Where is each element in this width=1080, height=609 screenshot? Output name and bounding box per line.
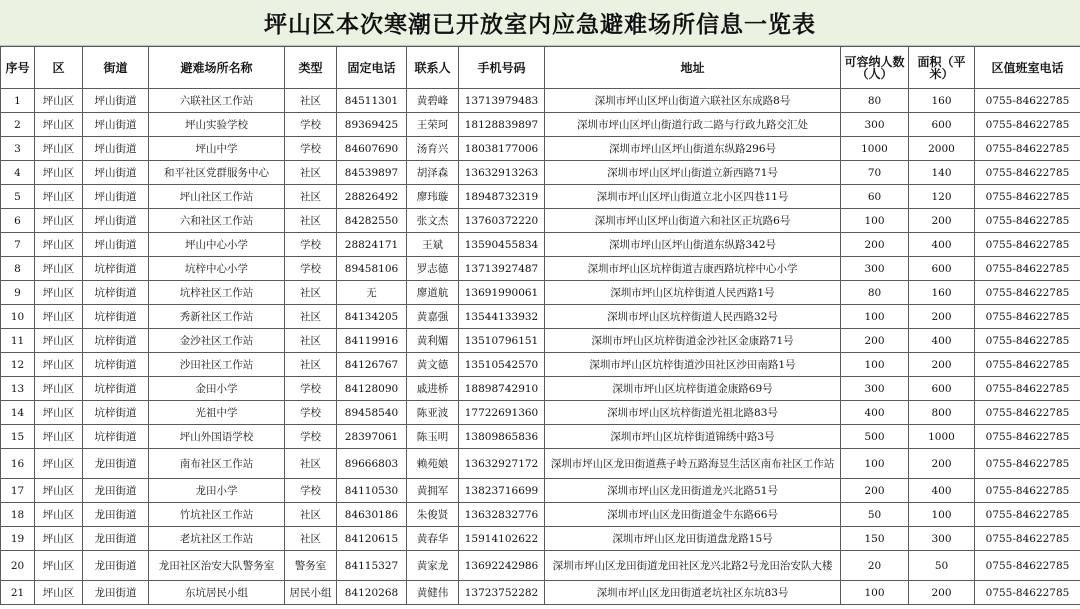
table-cell: 0755-84622785 (975, 503, 1080, 527)
table-cell: 六和社区工作站 (149, 209, 285, 233)
table-cell: 200 (909, 449, 975, 479)
table-cell: 400 (841, 401, 909, 425)
table-cell: 84607690 (337, 137, 407, 161)
table-cell: 84110530 (337, 479, 407, 503)
table-cell: 89458540 (337, 401, 407, 425)
table-cell: 13823716699 (459, 479, 545, 503)
table-cell: 学校 (285, 479, 337, 503)
table-cell: 84126767 (337, 353, 407, 377)
table-cell: 160 (909, 89, 975, 113)
table-cell: 坪山街道 (83, 209, 149, 233)
table-cell: 东坑居民小组 (149, 581, 285, 605)
table-cell: 学校 (285, 113, 337, 137)
table-cell: 6 (1, 209, 35, 233)
table-cell: 光祖中学 (149, 401, 285, 425)
table-cell: 坪山区 (35, 353, 83, 377)
table-cell: 18948732319 (459, 185, 545, 209)
table-cell: 300 (841, 377, 909, 401)
table-cell: 200 (841, 479, 909, 503)
table-cell: 廖玮璇 (407, 185, 459, 209)
table-cell: 0755-84622785 (975, 353, 1080, 377)
table-cell: 0755-84622785 (975, 233, 1080, 257)
table-cell: 160 (909, 281, 975, 305)
table-cell: 黄家龙 (407, 551, 459, 581)
table-cell: 84282550 (337, 209, 407, 233)
table-row (1, 329, 1080, 353)
table-cell: 400 (909, 479, 975, 503)
table-cell: 社区 (285, 503, 337, 527)
table-cell: 0755-84622785 (975, 401, 1080, 425)
table-row (1, 281, 1080, 305)
table-cell: 深圳市坪山区坑梓街道沙田社区沙田南路1号 (545, 353, 841, 377)
table-cell: 坑梓街道 (83, 281, 149, 305)
table-cell: 坪山街道 (83, 233, 149, 257)
table-cell: 深圳市坪山区龙田街道老坑社区东坑83号 (545, 581, 841, 605)
column-header: 街道 (83, 47, 149, 89)
table-cell: 89369425 (337, 113, 407, 137)
table-cell: 50 (909, 551, 975, 581)
table-cell: 0755-84622785 (975, 89, 1080, 113)
table-cell: 社区 (285, 209, 337, 233)
table-cell: 28397061 (337, 425, 407, 449)
table-cell: 0755-84622785 (975, 581, 1080, 605)
table-cell: 12 (1, 353, 35, 377)
table-cell: 84134205 (337, 305, 407, 329)
column-header: 可容纳人数（人） (841, 47, 909, 89)
table-cell: 84128090 (337, 377, 407, 401)
table-cell: 0755-84622785 (975, 305, 1080, 329)
table-cell: 15 (1, 425, 35, 449)
table-cell: 4 (1, 161, 35, 185)
table-row (1, 353, 1080, 377)
table-cell: 坪山区 (35, 137, 83, 161)
table-cell: 陈玉明 (407, 425, 459, 449)
table-cell: 朱俊贤 (407, 503, 459, 527)
table-cell: 200 (909, 353, 975, 377)
table-cell: 社区 (285, 161, 337, 185)
table-cell: 120 (909, 185, 975, 209)
table-cell: 深圳市坪山区龙田街道燕子岭五路海昱生活区南布社区工作站 (545, 449, 841, 479)
page-title: 坪山区本次寒潮已开放室内应急避难场所信息一览表 (264, 12, 816, 38)
table-row (1, 551, 1080, 581)
table-cell: 深圳市坪山区坑梓街道吉康西路坑梓中心小学 (545, 257, 841, 281)
table-cell: 13692242986 (459, 551, 545, 581)
table-cell: 10 (1, 305, 35, 329)
table-cell: 学校 (285, 137, 337, 161)
column-header: 手机号码 (459, 47, 545, 89)
table-cell: 深圳市坪山区坑梓街道锦绣中路3号 (545, 425, 841, 449)
table-cell: 100 (841, 353, 909, 377)
table-cell: 学校 (285, 257, 337, 281)
table-row (1, 185, 1080, 209)
table-cell: 200 (841, 329, 909, 353)
table-cell: 16 (1, 449, 35, 479)
table-cell: 龙田小学 (149, 479, 285, 503)
table-cell: 社区 (285, 281, 337, 305)
table-cell: 坪山区 (35, 281, 83, 305)
table-cell: 70 (841, 161, 909, 185)
table-cell: 13 (1, 377, 35, 401)
table-cell: 深圳市坪山区坑梓街道金沙社区金康路71号 (545, 329, 841, 353)
table-cell: 坪山中学 (149, 137, 285, 161)
table-cell: 坑梓街道 (83, 353, 149, 377)
table-row (1, 425, 1080, 449)
table-cell: 社区 (285, 527, 337, 551)
table-cell: 14 (1, 401, 35, 425)
table-cell: 18898742910 (459, 377, 545, 401)
table-cell: 84119916 (337, 329, 407, 353)
table-cell: 80 (841, 89, 909, 113)
table-cell: 13760372220 (459, 209, 545, 233)
table-cell: 张文杰 (407, 209, 459, 233)
table-cell: 0755-84622785 (975, 185, 1080, 209)
table-cell: 汤育兴 (407, 137, 459, 161)
column-header: 区 (35, 47, 83, 89)
table-cell: 150 (841, 527, 909, 551)
table-cell: 坪山街道 (83, 137, 149, 161)
table-cell: 坪山区 (35, 233, 83, 257)
table-cell: 13510796151 (459, 329, 545, 353)
title-bar (0, 0, 1080, 46)
table-cell: 坪山区 (35, 257, 83, 281)
table-cell: 0755-84622785 (975, 425, 1080, 449)
table-cell: 深圳市坪山区坑梓街道人民西路32号 (545, 305, 841, 329)
table-cell: 1000 (909, 425, 975, 449)
table-cell: 坪山中心小学 (149, 233, 285, 257)
table-cell: 坪山区 (35, 527, 83, 551)
table-cell: 坪山区 (35, 581, 83, 605)
table-cell: 13590455834 (459, 233, 545, 257)
table-row (1, 233, 1080, 257)
table-cell: 89458106 (337, 257, 407, 281)
table-cell: 200 (909, 209, 975, 233)
table-cell: 13510542570 (459, 353, 545, 377)
table-cell: 深圳市坪山区坪山街道东纵路296号 (545, 137, 841, 161)
table-cell: 17 (1, 479, 35, 503)
table-cell: 深圳市坪山区坪山街道六联社区东成路8号 (545, 89, 841, 113)
table-cell: 800 (909, 401, 975, 425)
table-cell: 深圳市坪山区坪山街道立北小区四巷11号 (545, 185, 841, 209)
table-cell: 140 (909, 161, 975, 185)
table-cell: 100 (841, 581, 909, 605)
table-cell: 坑梓街道 (83, 401, 149, 425)
table-cell: 居民小组 (285, 581, 337, 605)
table-cell: 廖道航 (407, 281, 459, 305)
table-cell: 坪山区 (35, 425, 83, 449)
table-cell: 坪山街道 (83, 113, 149, 137)
table-cell: 深圳市坪山区坪山街道东纵路342号 (545, 233, 841, 257)
table-cell: 0755-84622785 (975, 329, 1080, 353)
table-cell: 200 (909, 305, 975, 329)
table-cell: 300 (841, 113, 909, 137)
table-cell: 13632832776 (459, 503, 545, 527)
table-cell: 300 (841, 257, 909, 281)
table-cell: 0755-84622785 (975, 527, 1080, 551)
table-cell: 深圳市坪山区龙田街道龙兴北路51号 (545, 479, 841, 503)
table-cell: 社区 (285, 305, 337, 329)
table-cell: 坪山区 (35, 113, 83, 137)
table-cell: 秀新社区工作站 (149, 305, 285, 329)
table-cell: 0755-84622785 (975, 479, 1080, 503)
table-cell: 坪山外国语学校 (149, 425, 285, 449)
table-cell: 500 (841, 425, 909, 449)
table-cell: 11 (1, 329, 35, 353)
table-cell: 100 (841, 449, 909, 479)
table-cell: 7 (1, 233, 35, 257)
table-cell: 0755-84622785 (975, 449, 1080, 479)
table-cell: 沙田社区工作站 (149, 353, 285, 377)
table-cell: 老坑社区工作站 (149, 527, 285, 551)
table-cell: 18038177006 (459, 137, 545, 161)
table-cell: 罗志德 (407, 257, 459, 281)
table-cell: 2000 (909, 137, 975, 161)
table-row (1, 527, 1080, 551)
table-cell: 0755-84622785 (975, 281, 1080, 305)
table-row (1, 503, 1080, 527)
table-cell: 28826492 (337, 185, 407, 209)
table-cell: 坑梓社区工作站 (149, 281, 285, 305)
table-cell: 13632913263 (459, 161, 545, 185)
table-cell: 社区 (285, 329, 337, 353)
table-cell: 21 (1, 581, 35, 605)
table-cell: 深圳市坪山区坪山街道行政二路与行政九路交汇处 (545, 113, 841, 137)
table-cell: 17722691360 (459, 401, 545, 425)
table-cell: 金沙社区工作站 (149, 329, 285, 353)
table-cell: 400 (909, 233, 975, 257)
table-cell: 黄碧峰 (407, 89, 459, 113)
table-cell: 龙田街道 (83, 479, 149, 503)
header-row (1, 47, 1080, 89)
table-cell: 坑梓街道 (83, 329, 149, 353)
table-cell: 13632927172 (459, 449, 545, 479)
table-cell: 15914102622 (459, 527, 545, 551)
table-cell: 坪山区 (35, 209, 83, 233)
table-cell: 84120615 (337, 527, 407, 551)
table-row (1, 377, 1080, 401)
column-header: 面积（平米） (909, 47, 975, 89)
table-cell: 600 (909, 113, 975, 137)
table-cell: 金田小学 (149, 377, 285, 401)
table-cell: 六联社区工作站 (149, 89, 285, 113)
column-header: 联系人 (407, 47, 459, 89)
table-cell: 13723752282 (459, 581, 545, 605)
table-cell: 黄春华 (407, 527, 459, 551)
table-row (1, 257, 1080, 281)
table-cell: 南布社区工作站 (149, 449, 285, 479)
table-cell: 13691990061 (459, 281, 545, 305)
table-cell: 坪山区 (35, 479, 83, 503)
table-cell: 赖苑娘 (407, 449, 459, 479)
table-cell: 9 (1, 281, 35, 305)
table-cell: 84539897 (337, 161, 407, 185)
table-cell: 深圳市坪山区龙田街道龙田社区龙兴北路2号龙田治安队大楼 (545, 551, 841, 581)
table-cell: 社区 (285, 89, 337, 113)
table-cell: 坑梓街道 (83, 257, 149, 281)
table-row (1, 137, 1080, 161)
table-cell: 坑梓街道 (83, 305, 149, 329)
table-cell: 60 (841, 185, 909, 209)
table-cell: 84120268 (337, 581, 407, 605)
table-cell: 坪山区 (35, 305, 83, 329)
table-cell: 坪山实验学校 (149, 113, 285, 137)
table-cell: 胡泽森 (407, 161, 459, 185)
table-row (1, 401, 1080, 425)
table-cell: 80 (841, 281, 909, 305)
table-cell: 龙田社区治安大队警务室 (149, 551, 285, 581)
table-cell: 黄拥军 (407, 479, 459, 503)
table-cell: 84630186 (337, 503, 407, 527)
table-cell: 1000 (841, 137, 909, 161)
table-cell: 1 (1, 89, 35, 113)
table-cell: 戚进桥 (407, 377, 459, 401)
table-cell: 13713927487 (459, 257, 545, 281)
table-cell: 龙田街道 (83, 551, 149, 581)
table-cell: 坪山区 (35, 551, 83, 581)
table-body (1, 89, 1080, 605)
table-cell: 50 (841, 503, 909, 527)
table-cell: 600 (909, 377, 975, 401)
table-cell: 13713979483 (459, 89, 545, 113)
table-cell: 深圳市坪山区坑梓街道光祖北路83号 (545, 401, 841, 425)
table-cell: 坪山区 (35, 161, 83, 185)
table-cell: 5 (1, 185, 35, 209)
table-cell: 陈亚波 (407, 401, 459, 425)
table-row (1, 581, 1080, 605)
table-cell: 社区 (285, 185, 337, 209)
table-cell: 13544133932 (459, 305, 545, 329)
table-row (1, 113, 1080, 137)
table-cell: 100 (841, 305, 909, 329)
shelter-table (0, 46, 1080, 605)
table-cell: 学校 (285, 425, 337, 449)
column-header: 地址 (545, 47, 841, 89)
table-cell: 0755-84622785 (975, 551, 1080, 581)
table-cell: 学校 (285, 377, 337, 401)
table-row (1, 89, 1080, 113)
table-cell: 20 (841, 551, 909, 581)
table-cell: 深圳市坪山区龙田街道盘龙路15号 (545, 527, 841, 551)
table-cell: 学校 (285, 233, 337, 257)
table-cell: 坪山社区工作站 (149, 185, 285, 209)
table-cell: 2 (1, 113, 35, 137)
table-cell: 300 (909, 527, 975, 551)
table-cell: 18128839897 (459, 113, 545, 137)
table-cell: 坪山区 (35, 329, 83, 353)
table-cell: 深圳市坪山区坪山街道六和社区正坑路6号 (545, 209, 841, 233)
table-cell: 黄文德 (407, 353, 459, 377)
table-row (1, 479, 1080, 503)
table-cell: 黄利媚 (407, 329, 459, 353)
table-cell: 深圳市坪山区坑梓街道金康路69号 (545, 377, 841, 401)
table-cell: 黄嘉强 (407, 305, 459, 329)
table-cell: 坪山区 (35, 449, 83, 479)
table-cell: 警务室 (285, 551, 337, 581)
table-cell: 坪山区 (35, 377, 83, 401)
table-cell: 龙田街道 (83, 449, 149, 479)
table-cell: 坪山区 (35, 89, 83, 113)
table-cell: 0755-84622785 (975, 377, 1080, 401)
table-cell: 13809865836 (459, 425, 545, 449)
table-cell: 0755-84622785 (975, 209, 1080, 233)
table-cell: 坪山街道 (83, 161, 149, 185)
table-cell: 3 (1, 137, 35, 161)
table-cell: 89666803 (337, 449, 407, 479)
table-cell: 竹坑社区工作站 (149, 503, 285, 527)
table-cell: 200 (909, 581, 975, 605)
table-cell: 无 (337, 281, 407, 305)
table-cell: 84115327 (337, 551, 407, 581)
table-cell: 坪山街道 (83, 185, 149, 209)
table-cell: 坪山区 (35, 401, 83, 425)
table-cell: 学校 (285, 401, 337, 425)
table-cell: 坑梓街道 (83, 425, 149, 449)
table-cell: 400 (909, 329, 975, 353)
table-cell: 坑梓中心小学 (149, 257, 285, 281)
column-header: 区值班室电话 (975, 47, 1080, 89)
column-header: 固定电话 (337, 47, 407, 89)
table-cell: 龙田街道 (83, 527, 149, 551)
table-cell: 坪山区 (35, 185, 83, 209)
table-cell: 8 (1, 257, 35, 281)
table-cell: 社区 (285, 449, 337, 479)
table-cell: 和平社区党群服务中心 (149, 161, 285, 185)
table-cell: 19 (1, 527, 35, 551)
table-cell: 黄健伟 (407, 581, 459, 605)
table-row (1, 209, 1080, 233)
table-cell: 深圳市坪山区龙田街道金牛东路66号 (545, 503, 841, 527)
table-cell: 王斌 (407, 233, 459, 257)
table-cell: 84511301 (337, 89, 407, 113)
table-cell: 0755-84622785 (975, 257, 1080, 281)
table-cell: 坪山街道 (83, 89, 149, 113)
table-cell: 100 (909, 503, 975, 527)
column-header: 类型 (285, 47, 337, 89)
table-cell: 0755-84622785 (975, 113, 1080, 137)
table-cell: 王荣珂 (407, 113, 459, 137)
table-cell: 0755-84622785 (975, 137, 1080, 161)
table-row (1, 449, 1080, 479)
table-cell: 社区 (285, 353, 337, 377)
table-row (1, 161, 1080, 185)
table-cell: 28824171 (337, 233, 407, 257)
table-cell: 坪山区 (35, 503, 83, 527)
table-cell: 深圳市坪山区坑梓街道人民西路1号 (545, 281, 841, 305)
table-cell: 0755-84622785 (975, 161, 1080, 185)
table-cell: 龙田街道 (83, 581, 149, 605)
table-cell: 20 (1, 551, 35, 581)
table-cell: 200 (841, 233, 909, 257)
table-cell: 龙田街道 (83, 503, 149, 527)
table-cell: 18 (1, 503, 35, 527)
table-cell: 坑梓街道 (83, 377, 149, 401)
column-header: 避难场所名称 (149, 47, 285, 89)
table-cell: 100 (841, 209, 909, 233)
column-header: 序号 (1, 47, 35, 89)
table-cell: 600 (909, 257, 975, 281)
table-cell: 深圳市坪山区坪山街道立新西路71号 (545, 161, 841, 185)
table-row (1, 305, 1080, 329)
